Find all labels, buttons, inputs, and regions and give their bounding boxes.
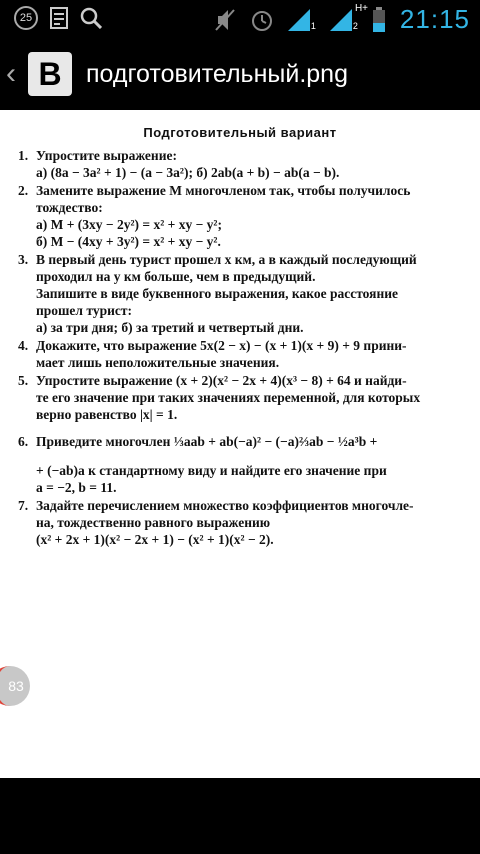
- app-icon[interactable]: B: [28, 52, 72, 96]
- task-line: а) M + (3xy − 2y²) = x² + xy − y²;: [36, 217, 222, 232]
- task-line: а) за три дня; б) за третий и четвертый дни.: [36, 320, 304, 335]
- task-line: Приведите многочлен ⅓aab + ab(−a)² − (−a)⅔ab − ½a³b +: [36, 434, 378, 449]
- alarm-icon: [250, 8, 274, 32]
- task-line: Упростите выражение:: [36, 148, 177, 163]
- action-bar: [0, 38, 480, 110]
- task-line: Упростите выражение (x + 2)(x² − 2x + 4)(x³ − 8) + 64 и найди-: [36, 373, 407, 388]
- task-line: верно равенство |x| = 1.: [36, 407, 178, 422]
- task-number: 7.: [18, 498, 29, 513]
- task-line: (x² + 2x + 1)(x² − 2x + 1) − (x² + 1)(x² − 2).: [36, 532, 274, 547]
- search-icon: [80, 7, 102, 29]
- task-list: [18, 147, 462, 548]
- task-line: а) (8a − 3a² + 1) − (a − 3a²); б) 2ab(a + b) − ab(a − b).: [36, 165, 340, 180]
- task-line: б) M − (4xy + 3y²) = x² + xy − y².: [36, 234, 221, 249]
- task-line: прошел турист:: [36, 303, 132, 318]
- task-text: [36, 337, 462, 371]
- task-text: [36, 182, 462, 250]
- task-item: [18, 497, 462, 548]
- task-number: 2.: [18, 183, 29, 198]
- task-line: Докажите, что выражение 5x(2 − x) − (x + 1)(x + 9) + 9 прини-: [36, 338, 407, 353]
- task-text: [36, 251, 462, 336]
- status-bar: [0, 0, 480, 38]
- task-line: + (−ab)a к стандартному виду и найдите его значение при: [36, 463, 387, 478]
- signal-sim1-icon: 1: [288, 9, 316, 31]
- task-number: 1.: [18, 148, 29, 163]
- task-line: a = −2, b = 11.: [36, 480, 117, 495]
- signal-sim2-icon: 2: [330, 9, 358, 31]
- document: [18, 124, 462, 548]
- file-title: подготовительный.png: [86, 59, 348, 88]
- task-item: [18, 337, 462, 371]
- battery-icon: [372, 7, 386, 33]
- task-text: [36, 433, 462, 496]
- task-text: [36, 497, 462, 548]
- clock: 21:15: [399, 4, 470, 34]
- task-item: [18, 372, 462, 423]
- task-line: мает лишь неположительные значения.: [36, 355, 280, 370]
- task-item: [18, 147, 462, 181]
- back-chevron-icon[interactable]: ‹: [6, 57, 16, 90]
- task-line: на, тождественно равного выражению: [36, 515, 271, 530]
- document-icon: [50, 7, 68, 29]
- task-number: 6.: [18, 434, 29, 449]
- task-item: [18, 433, 462, 496]
- task-line: Замените выражение M многочленом так, чтобы получилось: [36, 183, 411, 198]
- task-line: проходил на y км больше, чем в предыдущий.: [36, 269, 316, 284]
- task-line: тождество:: [36, 200, 103, 215]
- notification-badge: 25: [14, 6, 38, 30]
- task-number: 5.: [18, 373, 29, 388]
- document-title: Подготовительный вариант: [143, 125, 337, 140]
- image-viewport[interactable]: [0, 110, 480, 778]
- task-text: [36, 372, 462, 423]
- task-text: [36, 147, 462, 181]
- task-line: Запишите в виде буквенного выражения, какое расстояние: [36, 286, 399, 301]
- mute-icon: [214, 8, 236, 32]
- task-line: Задайте перечислением множество коэффициентов многочле-: [36, 498, 414, 513]
- task-number: 4.: [18, 338, 29, 353]
- network-type: H+: [354, 3, 368, 14]
- task-number: 3.: [18, 252, 29, 267]
- task-line: В первый день турист прошел x км, а в каждый последующий: [36, 252, 417, 267]
- task-line: те его значение при таких значениях переменной, для которых: [36, 390, 421, 405]
- task-item: [18, 251, 462, 336]
- page-indicator[interactable]: 83: [0, 666, 30, 706]
- task-item: [18, 182, 462, 250]
